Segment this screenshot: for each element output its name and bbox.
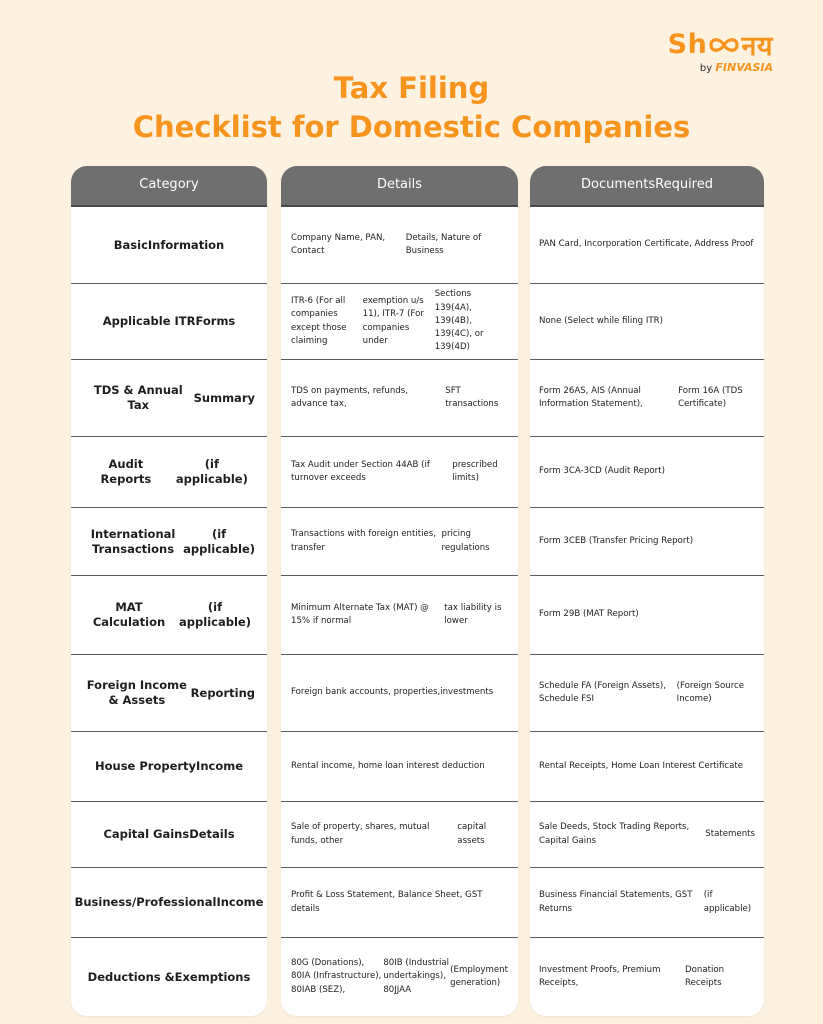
details-cell: Foreign bank accounts, properties, investments — [281, 655, 518, 732]
details-cell: ITR-6 (For all companies except those claiming exemption u/s 11), ITR-7 (For companies under Sections 139(4A), 139(4B), 139(4C), or 139(4D) — [281, 284, 518, 360]
documents-cell: Sale Deeds, Stock Trading Reports, Capital Gains Statements — [530, 802, 764, 868]
byline-brand: FINVASIA — [715, 61, 773, 74]
category-cell: Deductions & Exemptions — [87, 969, 251, 984]
details-cell: Company Name, PAN, Contact Details, Nature of Business — [281, 207, 518, 284]
details-column — [281, 166, 518, 1016]
documents-cell: Investment Proofs, Premium Receipts, Donation Receipts — [539, 964, 725, 988]
category-cell: Basic Information — [71, 207, 267, 284]
documents-cell: None (Select while filing ITR) — [530, 284, 764, 360]
details-cell: Rental income, home loan interest deduction — [281, 732, 518, 802]
details-cell: 80G (Donations), 80IA (Infrastructure), 80IAB (SEZ), 80IB (Industrial undertakings), 80JJAA (Employment generation) — [291, 958, 508, 995]
logo-wordmark — [668, 26, 773, 63]
details-cell: Minimum Alternate Tax (MAT) @ 15% if normal tax liability is lower — [281, 576, 518, 655]
category-cell: House Property Income — [71, 732, 267, 802]
category-cell: Business/Professional Income — [71, 868, 267, 938]
column-header: Documents Required — [530, 166, 764, 207]
details-cell: Profit & Loss Statement, Balance Sheet, GST details — [281, 868, 518, 938]
column-header: Details — [281, 166, 518, 207]
documents-cell: Business Financial Statements, GST Returns (if applicable) — [530, 868, 764, 938]
documents-cell: PAN Card, Incorporation Certificate, Address Proof — [530, 207, 764, 284]
page-title-line2: Checklist for Domestic Companies — [132, 110, 691, 144]
category-cell: Foreign Income & Assets Reporting — [71, 655, 267, 732]
documents-cell: Form 3CA-3CD (Audit Report) — [530, 437, 764, 508]
category-cell: TDS & Annual Tax Summary — [71, 360, 267, 437]
documents-cell: Rental Receipts, Home Loan Interest Certificate — [530, 732, 764, 802]
category-cell: International Transactions (if applicable) — [71, 508, 267, 576]
category-cell: MAT Calculation (if applicable) — [71, 576, 267, 655]
logo-suffix: नय — [741, 31, 773, 62]
category-cell: Applicable ITR Forms — [71, 284, 267, 360]
column-header: Category — [71, 166, 267, 207]
details-cell: Sale of property, shares, mutual funds, other capital assets — [281, 802, 518, 868]
byline-prefix: by — [699, 63, 713, 74]
category-cell: Capital Gains Details — [71, 802, 267, 868]
category-column — [71, 166, 267, 1016]
infinity-icon — [708, 36, 740, 54]
logo-prefix: Sh — [667, 29, 708, 60]
details-cell: TDS on payments, refunds, advance tax, SFT transactions — [281, 360, 518, 437]
shoonya-logo — [643, 26, 773, 76]
documents-cell: Schedule FA (Foreign Assets), Schedule FSI (Foreign Source Income) — [530, 655, 764, 732]
details-cell: Tax Audit under Section 44AB (if turnover exceeds prescribed limits) — [281, 437, 518, 508]
page-title-line1: Tax Filing — [333, 71, 490, 105]
category-cell: Audit Reports (if applicable) — [71, 437, 267, 508]
documents-cell: Form 26AS, AIS (Annual Information Statement), Form 16A (TDS Certificate) — [530, 360, 764, 437]
documents-cell: Form 29B (MAT Report) — [530, 576, 764, 655]
documents-column — [530, 166, 764, 1016]
documents-cell: Form 3CEB (Transfer Pricing Report) — [530, 508, 764, 576]
details-cell: Transactions with foreign entities, transfer pricing regulations — [281, 508, 518, 576]
